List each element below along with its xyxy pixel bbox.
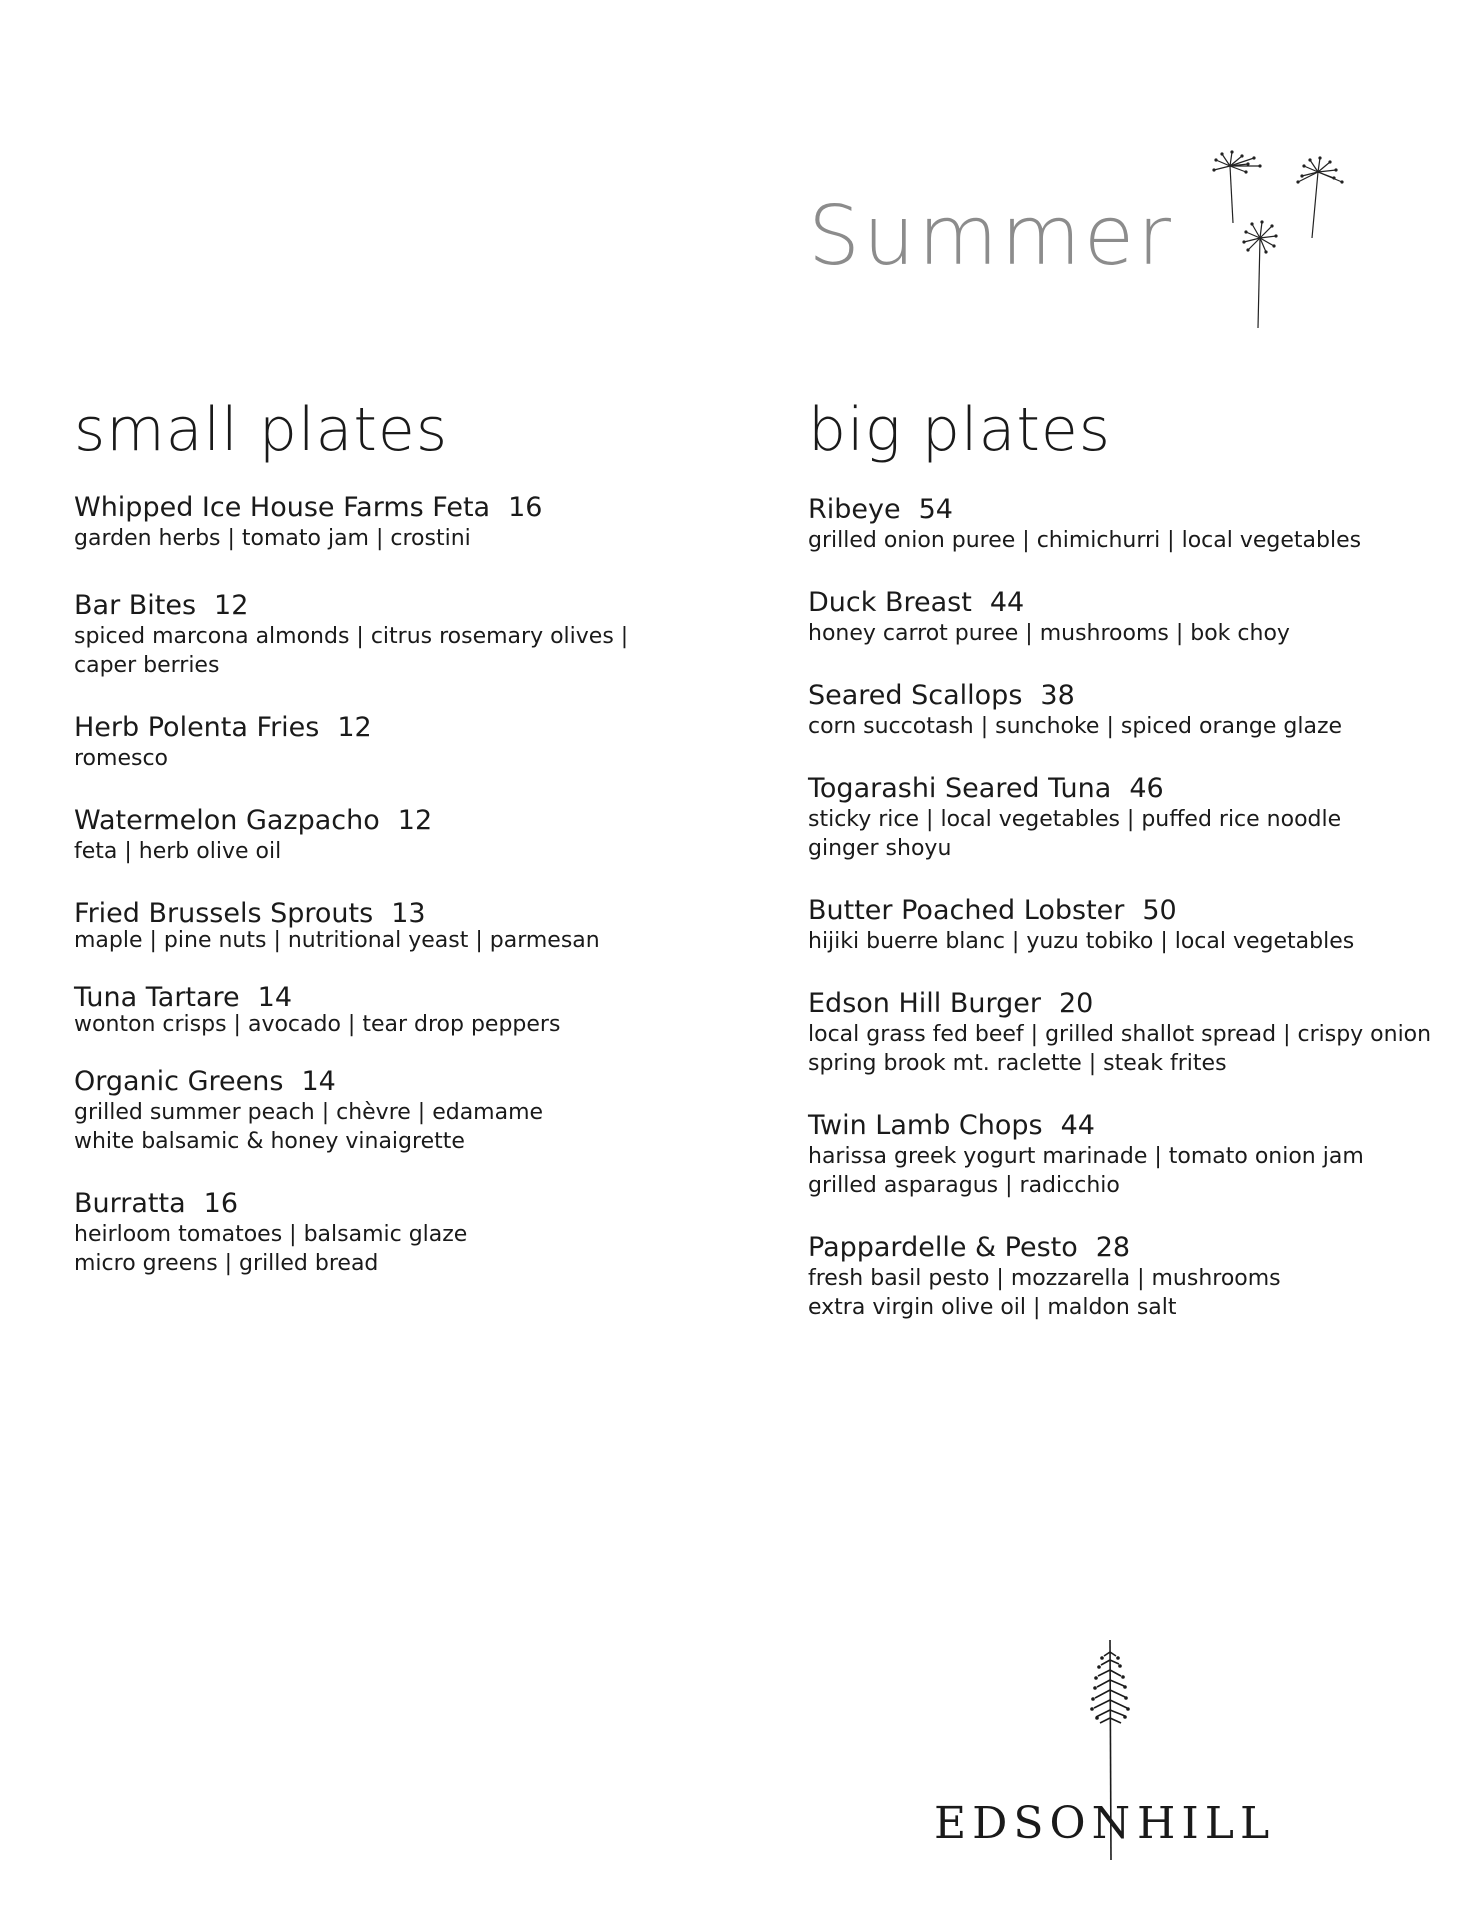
menu-item [74, 1066, 714, 1156]
item-name: Seared Scallops [808, 680, 1023, 711]
menu-item [808, 895, 1468, 956]
menu-item [808, 988, 1468, 1078]
dandelion-illustration [1200, 148, 1380, 328]
item-name: Bar Bites [74, 590, 197, 621]
menu-item [74, 1188, 714, 1278]
item-description: wonton crisps | avocado | tear drop peppers [74, 1012, 561, 1037]
item-name: Duck Breast [808, 587, 972, 618]
item-price: 38 [1040, 680, 1075, 711]
item-description: maple | pine nuts | nutritional yeast | parmesan [74, 928, 600, 953]
item-price: 50 [1142, 895, 1177, 926]
item-name: Watermelon Gazpacho [74, 805, 380, 836]
item-description: spring brook mt. raclette | steak frites [808, 1051, 1227, 1076]
item-description: white balsamic & honey vinaigrette [74, 1129, 465, 1154]
item-description: micro greens | grilled bread [74, 1251, 379, 1276]
menu-item [74, 982, 714, 1039]
item-name: Butter Poached Lobster [808, 895, 1125, 926]
item-name: Pappardelle & Pesto [808, 1232, 1078, 1263]
item-price: 44 [989, 587, 1025, 618]
item-price: 46 [1129, 773, 1164, 804]
big-plates-heading: big plates [808, 395, 1112, 465]
item-description: grilled summer peach | chèvre | edamame [74, 1100, 544, 1125]
item-description: heirloom tomatoes | balsamic glaze [74, 1222, 468, 1247]
menu-item [74, 590, 714, 680]
logo-text-edson: EDSON [934, 1798, 1137, 1849]
item-name: Edson Hill Burger [808, 988, 1041, 1019]
item-price: 12 [397, 805, 433, 836]
item-price: 44 [1060, 1110, 1095, 1141]
item-description: grilled onion puree | chimichurri | local vegetables [808, 528, 1362, 553]
item-name: Ribeye [808, 494, 901, 525]
item-price: 14 [257, 982, 293, 1013]
item-description: honey carrot puree | mushrooms | bok choy [808, 621, 1290, 646]
menu-item [74, 492, 714, 553]
item-description: hijiki buerre blanc | yuzu tobiko | local vegetables [808, 929, 1355, 954]
item-price: 12 [337, 712, 372, 743]
item-price: 28 [1095, 1232, 1131, 1263]
menu-item [808, 1232, 1468, 1322]
item-description: feta | herb olive oil [74, 839, 282, 864]
menu-item [808, 494, 1468, 555]
item-name: Organic Greens [74, 1066, 284, 1097]
item-description: extra virgin olive oil | maldon salt [808, 1295, 1177, 1320]
item-description: sticky rice | local vegetables | puffed rice noodle [808, 807, 1342, 832]
item-name: Togarashi Seared Tuna [808, 773, 1112, 804]
small-plates-heading: small plates [74, 395, 449, 465]
item-name: Burratta [74, 1188, 186, 1219]
item-description: harissa greek yogurt marinade | tomato onion jam [808, 1144, 1364, 1169]
season-title: Summer [808, 189, 1174, 284]
item-description: caper berries [74, 653, 220, 678]
menu-item [808, 680, 1468, 741]
big-plates-section [808, 395, 1468, 1320]
item-name: Herb Polenta Fries [74, 712, 320, 743]
logo-text-hill: HILL [1137, 1798, 1276, 1849]
item-description: corn succotash | sunchoke | spiced orange glaze [808, 714, 1343, 739]
item-price: 16 [508, 492, 543, 523]
item-name: Tuna Tartare [74, 982, 240, 1013]
item-price: 54 [918, 494, 953, 525]
item-price: 14 [301, 1066, 336, 1097]
item-description: local grass fed beef | grilled shallot spread | crispy onion [808, 1022, 1432, 1047]
menu-item [808, 1110, 1468, 1200]
menu-item [74, 898, 714, 955]
item-name: Twin Lamb Chops [808, 1110, 1043, 1141]
item-description: grilled asparagus | radicchio [808, 1173, 1120, 1198]
item-price: 13 [391, 898, 426, 929]
item-price: 20 [1058, 988, 1094, 1019]
menu-item [808, 773, 1468, 863]
item-description: spiced marcona almonds | citrus rosemary olives | [74, 624, 629, 649]
menu-item [808, 587, 1468, 648]
item-price: 16 [203, 1188, 238, 1219]
item-description: fresh basil pesto | mozzarella | mushrooms [808, 1266, 1281, 1291]
item-description: garden herbs | tomato jam | crostini [74, 526, 471, 551]
menu-item [74, 805, 714, 866]
menu-item [74, 712, 714, 773]
item-name: Whipped Ice House Farms Feta [74, 492, 491, 523]
item-description: romesco [74, 746, 169, 771]
item-name: Fried Brussels Sprouts [74, 898, 374, 929]
item-description: ginger shoyu [808, 836, 952, 861]
edson-hill-logo [930, 1640, 1276, 1860]
item-price: 12 [214, 590, 249, 621]
small-plates-section [74, 395, 714, 1276]
